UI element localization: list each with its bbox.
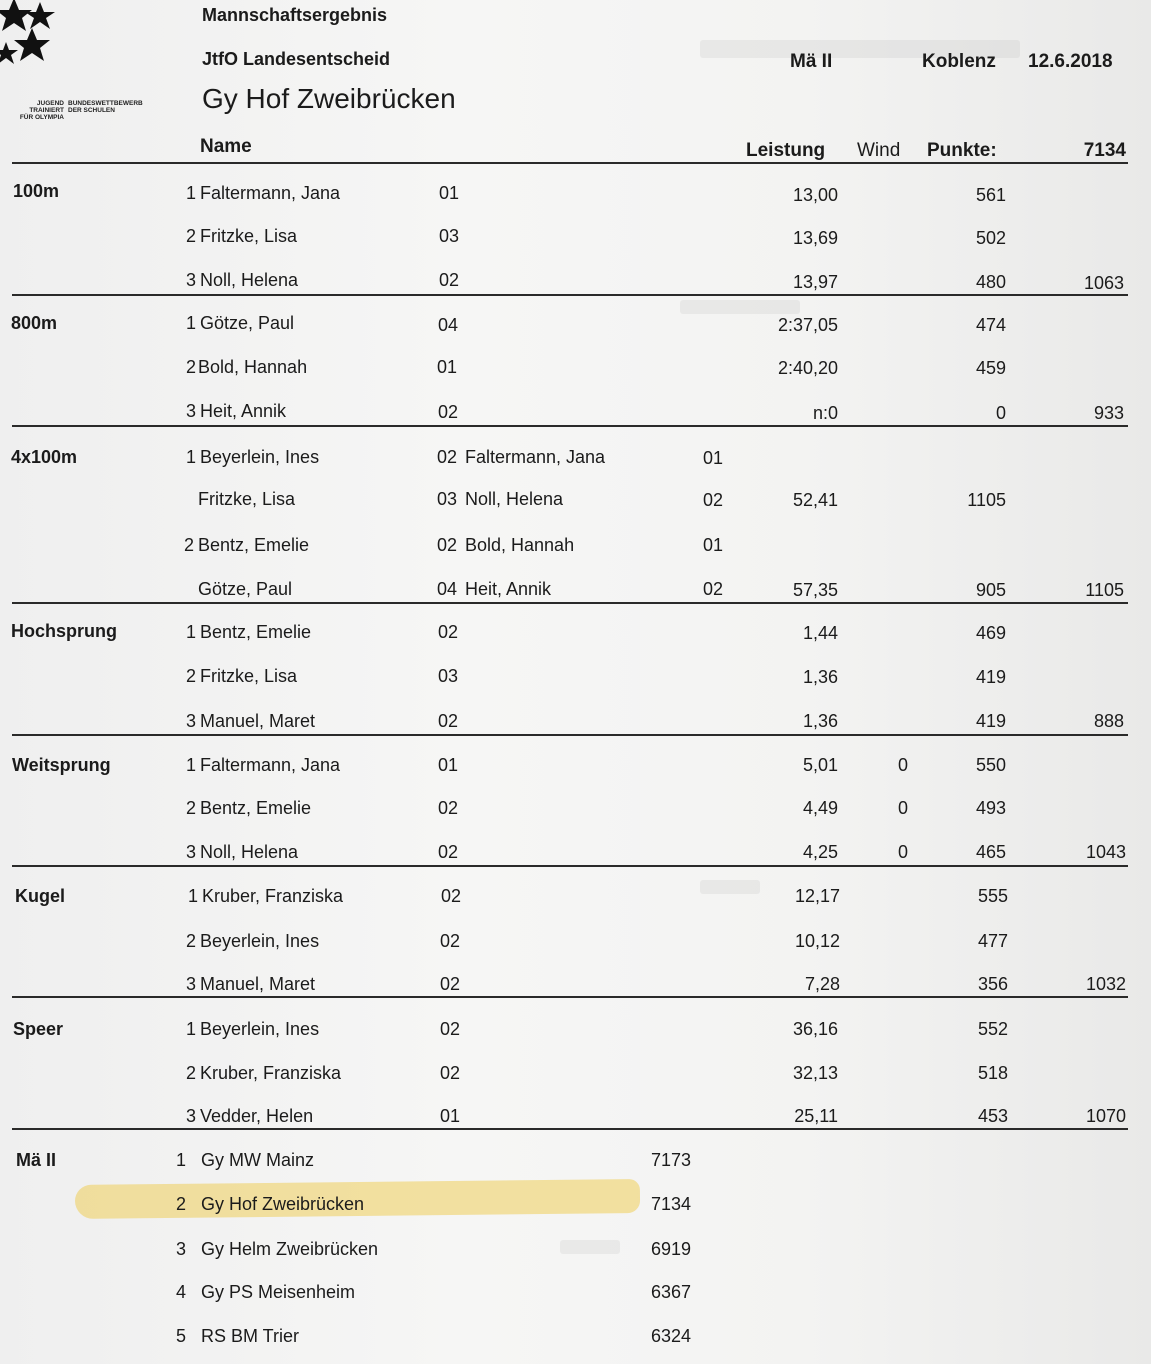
- birth-year: 01: [437, 357, 458, 377]
- event-label: Kugel: [15, 886, 66, 906]
- points: 518: [977, 1063, 1008, 1083]
- points: 453: [977, 1106, 1008, 1126]
- points: 419: [975, 667, 1006, 687]
- birth-year: 02: [438, 798, 459, 818]
- points: 561: [975, 185, 1006, 205]
- total-points: 7134: [1083, 140, 1126, 161]
- athlete-name: Heit, Annik: [465, 579, 552, 599]
- section-rule: [12, 425, 1128, 427]
- athlete-name: Manuel, Maret: [200, 974, 316, 994]
- points: 356: [977, 974, 1008, 994]
- event-label: 4x100m: [11, 447, 78, 467]
- event-sum: 1105: [1085, 580, 1124, 600]
- rank: 5: [175, 1326, 186, 1346]
- athlete-name: Noll, Helena: [200, 842, 299, 862]
- athlete-name: Kruber, Franziska: [200, 1063, 342, 1083]
- birth-year: 01: [703, 535, 724, 555]
- wind: 0: [898, 755, 909, 775]
- athlete-name: Kruber, Franziska: [202, 886, 344, 906]
- team-points: 7173: [650, 1150, 691, 1170]
- athlete-name: Noll, Helena: [200, 270, 299, 290]
- birth-year: 04: [438, 315, 459, 335]
- ranking-label: Mä II: [16, 1150, 57, 1170]
- place: 3: [185, 842, 196, 862]
- place: 1: [185, 622, 196, 642]
- scan-artifact: [560, 1240, 620, 1254]
- performance: 36,16: [792, 1019, 838, 1039]
- location: Koblenz: [922, 51, 996, 72]
- points: 555: [977, 886, 1008, 906]
- logo-text-left: JUGEND TRAINIERT FÜR OLYMPIA: [19, 100, 64, 121]
- performance: 13,97: [792, 272, 838, 292]
- points: 480: [975, 272, 1006, 292]
- athlete-name: Faltermann, Jana: [200, 183, 341, 203]
- birth-year: 03: [437, 489, 458, 509]
- section-rule: [12, 996, 1128, 998]
- team-points: 7134: [650, 1194, 691, 1214]
- points: 469: [975, 623, 1006, 643]
- stars-logo-icon: [0, 0, 60, 80]
- birth-year: 02: [438, 842, 459, 862]
- athlete-name: Fritzke, Lisa: [198, 489, 296, 509]
- logo-text-right: BUNDESWETTBEWERB DER SCHULEN: [68, 100, 143, 114]
- athlete-name: Bentz, Emelie: [200, 798, 312, 818]
- points: 905: [975, 580, 1006, 600]
- event-name: JtfO Landesentscheid: [202, 49, 391, 69]
- performance: 13,69: [792, 228, 838, 248]
- event-sum: 1043: [1085, 842, 1126, 862]
- athlete-name: Beyerlein, Ines: [200, 931, 320, 951]
- athlete-name: Bentz, Emelie: [198, 535, 310, 555]
- rank: 2: [175, 1194, 186, 1214]
- class-label: Mä II: [790, 51, 833, 72]
- birth-year: 02: [440, 1019, 461, 1039]
- athlete-name: Fritzke, Lisa: [200, 666, 298, 686]
- performance: 1,44: [802, 623, 838, 643]
- team-points: 6367: [650, 1282, 691, 1302]
- doc-title: Mannschaftsergebnis: [202, 5, 388, 25]
- athlete-name: Faltermann, Jana: [200, 755, 341, 775]
- performance: 1,36: [802, 711, 838, 731]
- event-label: 100m: [13, 181, 60, 201]
- col-name-header: Name: [200, 136, 252, 157]
- logo: [0, 0, 170, 130]
- athlete-name: Manuel, Maret: [200, 711, 316, 731]
- athlete-name: Bold, Hannah: [198, 357, 308, 377]
- rank: 3: [175, 1239, 186, 1259]
- place: 1: [185, 447, 196, 467]
- performance: 2:40,20: [777, 358, 838, 378]
- performance: 12,17: [794, 886, 840, 906]
- athlete-name: Götze, Paul: [198, 579, 293, 599]
- col-punkte-header: Punkte:: [927, 140, 997, 161]
- birth-year: 01: [439, 183, 460, 203]
- birth-year: 02: [438, 622, 459, 642]
- points: 419: [975, 711, 1006, 731]
- place: 1: [185, 1019, 196, 1039]
- date: 12.6.2018: [1028, 51, 1113, 72]
- event-label: Hochsprung: [11, 621, 117, 641]
- athlete-name: Noll, Helena: [465, 489, 564, 509]
- place: 1: [185, 313, 196, 333]
- place: 2: [185, 1063, 196, 1083]
- birth-year: 01: [440, 1106, 461, 1126]
- event-sum: 1063: [1083, 273, 1124, 293]
- place: 2: [185, 931, 196, 951]
- points: 0: [995, 403, 1006, 423]
- place: 2: [185, 226, 196, 246]
- team-points: 6919: [650, 1239, 691, 1259]
- section-rule: [12, 602, 1128, 604]
- performance: 1,36: [802, 667, 838, 687]
- performance: 25,11: [794, 1106, 838, 1126]
- place: 3: [185, 401, 196, 421]
- performance: n:0: [812, 403, 838, 423]
- athlete-name: Heit, Annik: [200, 401, 287, 421]
- birth-year: 01: [703, 448, 724, 468]
- event-label: 800m: [11, 313, 58, 333]
- event-sum: 1070: [1085, 1106, 1126, 1126]
- birth-year: 02: [441, 886, 462, 906]
- team-points: 6324: [650, 1326, 691, 1346]
- performance: 5,01: [802, 755, 838, 775]
- col-leistung-header: Leistung: [746, 140, 826, 161]
- team-name: Gy Hof Zweibrücken: [201, 1194, 365, 1214]
- event-sum: 1032: [1085, 974, 1126, 994]
- birth-year: 02: [438, 402, 459, 422]
- place: 2: [185, 666, 196, 686]
- birth-year: 02: [437, 447, 458, 467]
- birth-year: 03: [439, 226, 460, 246]
- athlete-name: Vedder, Helen: [200, 1106, 314, 1126]
- points: 493: [975, 798, 1006, 818]
- points: 552: [977, 1019, 1008, 1039]
- birth-year: 02: [703, 490, 724, 510]
- place: 1: [187, 886, 198, 906]
- event-label: Speer: [13, 1019, 64, 1039]
- performance: 13,00: [792, 185, 838, 205]
- athlete-name: Faltermann, Jana: [465, 447, 606, 467]
- birth-year: 02: [439, 270, 460, 290]
- team-name: RS BM Trier: [201, 1326, 300, 1346]
- place: 1: [185, 183, 196, 203]
- athlete-name: Bold, Hannah: [465, 535, 575, 555]
- birth-year: 02: [440, 974, 461, 994]
- performance: 4,25: [802, 842, 838, 862]
- team-name: Gy MW Mainz: [201, 1150, 315, 1170]
- place: 3: [185, 1106, 196, 1126]
- points: 550: [975, 755, 1006, 775]
- athlete-name: Beyerlein, Ines: [200, 1019, 320, 1039]
- wind: 0: [898, 842, 909, 862]
- birth-year: 02: [440, 1063, 461, 1083]
- col-wind-header: Wind: [857, 140, 901, 161]
- birth-year: 01: [438, 755, 459, 775]
- performance: 10,12: [794, 931, 840, 951]
- points: 459: [975, 358, 1006, 378]
- athlete-name: Beyerlein, Ines: [200, 447, 320, 467]
- athlete-name: Fritzke, Lisa: [200, 226, 298, 246]
- section-rule: [12, 865, 1128, 867]
- birth-year: 03: [438, 666, 459, 686]
- points: 502: [975, 228, 1006, 248]
- athlete-name: Bentz, Emelie: [200, 622, 312, 642]
- performance: 32,13: [792, 1063, 838, 1083]
- place: 2: [185, 798, 196, 818]
- place: 2: [185, 357, 196, 377]
- header-rule: [12, 162, 1128, 164]
- performance: 2:37,05: [777, 315, 838, 335]
- event-label: Weitsprung: [12, 755, 111, 775]
- performance: 7,28: [804, 974, 840, 994]
- place: 3: [185, 974, 196, 994]
- place: 2: [183, 535, 194, 555]
- athlete-name: Götze, Paul: [200, 313, 295, 333]
- performance: 57,35: [792, 580, 838, 600]
- points: 1105: [967, 490, 1006, 510]
- birth-year: 02: [437, 535, 458, 555]
- birth-year: 02: [440, 931, 461, 951]
- performance: 4,49: [802, 798, 838, 818]
- event-sum: 888: [1093, 711, 1124, 731]
- birth-year: 04: [437, 579, 458, 599]
- section-rule: [12, 1128, 1128, 1130]
- wind: 0: [898, 798, 909, 818]
- place: 3: [185, 711, 196, 731]
- section-rule: [12, 294, 1128, 296]
- place: 3: [185, 270, 196, 290]
- birth-year: 02: [703, 579, 724, 599]
- place: 1: [185, 755, 196, 775]
- event-sum: 933: [1093, 403, 1124, 423]
- team-name: Gy Helm Zweibrücken: [201, 1239, 379, 1259]
- points: 477: [977, 931, 1008, 951]
- rank: 1: [175, 1150, 186, 1170]
- points: 474: [975, 315, 1006, 335]
- birth-year: 02: [438, 711, 459, 731]
- points: 465: [975, 842, 1006, 862]
- school-name: Gy Hof Zweibrücken: [202, 83, 456, 114]
- scan-artifact: [680, 300, 800, 314]
- section-rule: [12, 734, 1128, 736]
- rank: 4: [175, 1282, 186, 1302]
- team-name: Gy PS Meisenheim: [201, 1282, 356, 1302]
- performance: 52,41: [792, 490, 838, 510]
